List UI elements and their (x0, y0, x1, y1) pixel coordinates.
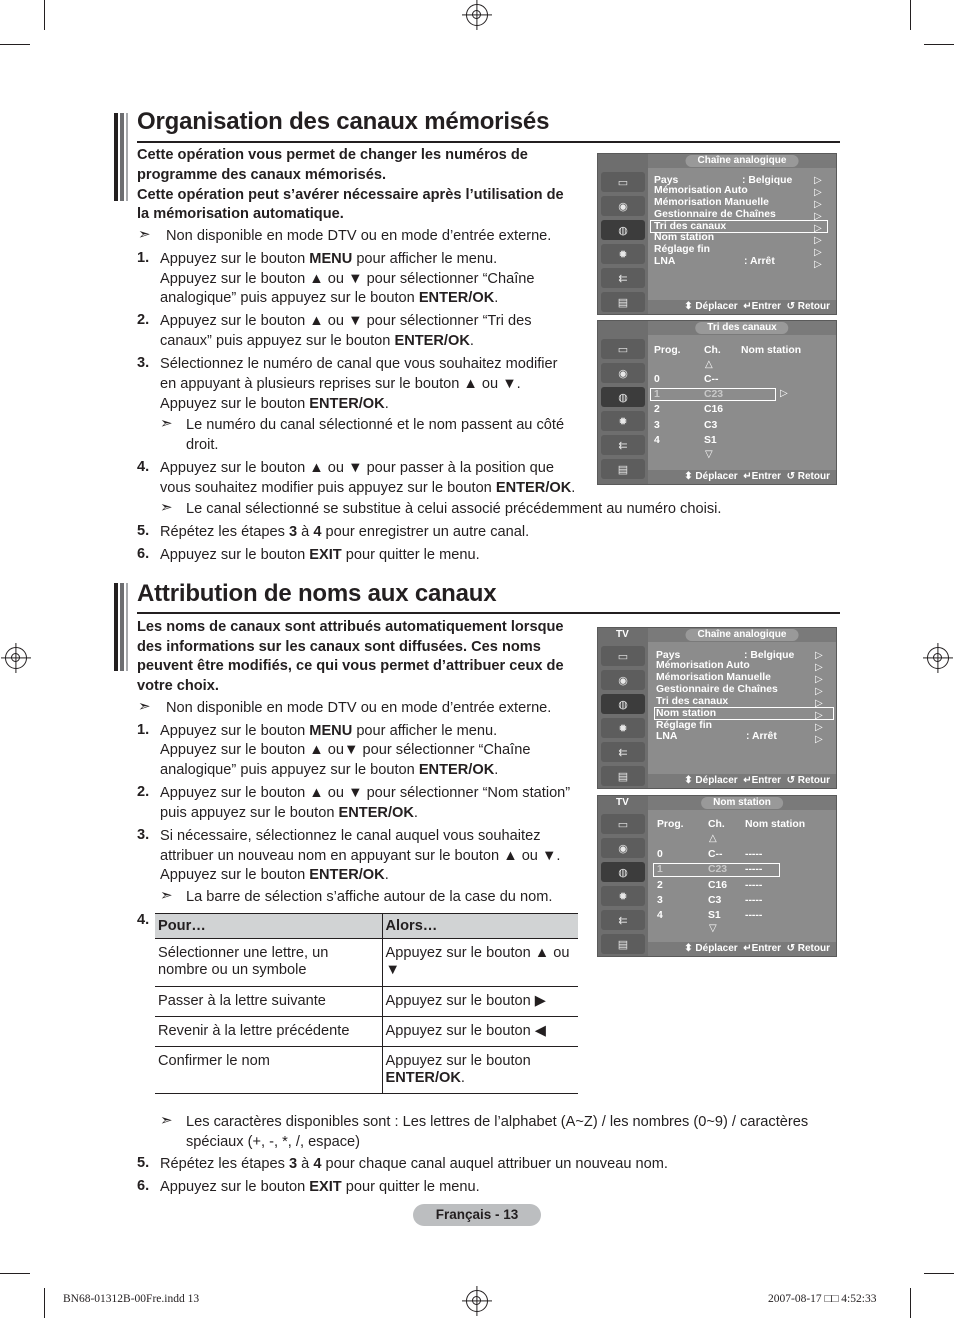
step-text: analogique” puis appuyez sur le bouton ENTER/OK. (160, 290, 499, 306)
arrow-up-icon: △ (709, 833, 717, 844)
input-icon: ⇇ (601, 435, 645, 455)
section-title: Attribution de noms aux canaux (137, 580, 497, 607)
tv-label: TV (616, 629, 629, 640)
note-arrow-icon: ➣ (160, 498, 173, 516)
osd-sidebar (598, 321, 648, 484)
osd-row-value: : Arrêt (746, 731, 777, 742)
osd-name-station (597, 795, 837, 957)
sound-icon: ◉ (601, 838, 645, 858)
page-number: Français - 13 (413, 1204, 541, 1226)
table-cell: Appuyez sur le bouton ▲ ou ▼ (382, 939, 578, 987)
step-number: 1. (137, 250, 150, 266)
table-cell: Revenir à la lettre précédente (155, 1017, 382, 1047)
channel-icon: ◍ (601, 387, 645, 407)
sound-icon: ◉ (601, 670, 645, 690)
osd-row: LNA (656, 731, 678, 742)
osd-cell: 2 (657, 880, 663, 891)
step-text: Appuyez sur le bouton ▲ ou ▼ pour sélectionner “Tri des (160, 313, 532, 329)
osd-header: Chaîne analogique (648, 154, 836, 168)
osd-footer: ⬍ Déplacer ↵Entrer ↺ Retour (648, 942, 836, 956)
osd-col-header: Prog. (657, 819, 684, 830)
step-number: 4. (137, 912, 150, 928)
table-header: Alors… (382, 914, 578, 939)
dtv-icon: ▤ (601, 459, 645, 479)
step-text: puis appuyez sur le bouton ENTER/OK. (160, 805, 418, 821)
osd-footer: ⬍ Déplacer ↵Entrer ↺ Retour (648, 774, 836, 788)
footer-file: BN68-01312B-00Fre.indd 13 (63, 1293, 200, 1305)
sound-icon: ◉ (601, 363, 645, 383)
note-text: spéciaux (+, -, *, /, espace) (186, 1134, 360, 1150)
table-cell: Appuyez sur le bouton ◀ (382, 1017, 578, 1047)
osd-row: Nom station (656, 708, 717, 719)
note-text: Non disponible en mode DTV ou en mode d’entrée externe. (166, 700, 552, 716)
osd-cell: C-- (704, 374, 719, 385)
intro-text: Les noms de canaux sont attribués automatiquement lorsque (137, 619, 564, 635)
osd-row: LNA (654, 256, 676, 267)
table-cell: Appuyez sur le bouton ENTER/OK. (382, 1047, 578, 1094)
table-row (155, 1047, 578, 1094)
osd-cell: C23 (704, 389, 724, 400)
osd-row: Gestionnaire de Chaînes (656, 684, 778, 695)
osd-row-value: : Belgique (742, 175, 793, 186)
osd-cell: C-- (708, 849, 723, 860)
step-text: Répétez les étapes 3 à 4 pour chaque canal auquel attribuer un nouveau nom. (160, 1156, 668, 1172)
osd-cell: ----- (745, 849, 763, 860)
section-title: Organisation des canaux mémorisés (137, 108, 550, 135)
osd-cell: C3 (708, 895, 722, 906)
step-text: Appuyez sur le bouton MENU pour afficher le menu. (160, 251, 498, 267)
action-table (155, 913, 578, 1094)
osd-row: Pays (654, 175, 679, 186)
registration-mark-icon (927, 647, 949, 669)
osd-header: Chaîne analogique (648, 628, 836, 642)
osd-cell: 4 (654, 435, 660, 446)
osd-row: Mémorisation Manuelle (654, 197, 769, 208)
osd-row: Mémorisation Manuelle (656, 672, 771, 683)
osd-cell: ----- (745, 880, 763, 891)
section-rule (137, 612, 840, 614)
step-text: Appuyez sur le bouton ENTER/OK. (160, 867, 389, 883)
osd-row: Réglage fin (656, 720, 713, 731)
osd-cell: ----- (745, 910, 763, 921)
arrow-up-icon: △ (705, 359, 713, 370)
table-row (155, 987, 578, 1017)
osd-col-header: Nom station (745, 819, 806, 830)
registration-mark-icon (466, 1290, 488, 1312)
step-number: 2. (137, 312, 150, 328)
crop-mark (910, 0, 911, 30)
intro-text: peuvent être modifiés, ce qui vous permet d’attribuer ceux de (137, 658, 564, 674)
setup-icon: ✹ (601, 886, 645, 906)
dtv-icon: ▤ (601, 934, 645, 954)
dtv-icon: ▤ (601, 292, 645, 312)
channel-icon: ◍ (601, 220, 645, 240)
osd-channel-menu (597, 627, 837, 789)
note-text: Le canal sélectionné se substitue à celui associé précédemment au numéro choisi. (186, 501, 722, 517)
osd-cell: 2 (654, 404, 660, 415)
dtv-icon: ▤ (601, 766, 645, 786)
step-text: Appuyez sur le bouton ▲ ou ▼ pour sélectionner “Nom station” (160, 785, 571, 801)
input-icon: ⇇ (601, 268, 645, 288)
osd-footer: ⬍ Déplacer ↵Entrer ↺ Retour (648, 300, 836, 314)
osd-col-header: Ch. (704, 345, 721, 356)
osd-footer: ⬍ Déplacer ↵Entrer ↺ Retour (648, 470, 836, 484)
registration-mark-icon (466, 4, 488, 26)
osd-sidebar (598, 796, 648, 956)
osd-header: Nom station (648, 796, 836, 810)
intro-text: la mémorisation automatique. (137, 206, 344, 222)
picture-icon: ▭ (601, 339, 645, 359)
input-icon: ⇇ (601, 910, 645, 930)
osd-row: Pays (656, 650, 681, 661)
sound-icon: ◉ (601, 196, 645, 216)
table-cell: Sélectionner une lettre, un nombre ou un symbole (155, 939, 382, 987)
osd-cell: 1 (657, 864, 663, 875)
setup-icon: ✹ (601, 411, 645, 431)
osd-row: Réglage fin (654, 244, 711, 255)
osd-cell: ----- (745, 895, 763, 906)
picture-icon: ▭ (601, 646, 645, 666)
setup-icon: ✹ (601, 244, 645, 264)
picture-icon: ▭ (601, 814, 645, 834)
footer-date: 2007-08-17 □□ 4:52:33 (768, 1293, 877, 1305)
note-text: La barre de sélection s’affiche autour de la case du nom. (186, 889, 553, 905)
note-text: Le numéro du canal sélectionné et le nom passent au côté (186, 417, 565, 433)
osd-cell: C16 (704, 404, 724, 415)
osd-row: Mémorisation Auto (656, 660, 750, 671)
osd-row: Tri des canaux (656, 696, 729, 707)
channel-icon: ◍ (601, 694, 645, 714)
arrow-down-icon: ▽ (709, 923, 717, 934)
osd-col-header: Prog. (654, 345, 681, 356)
setup-icon: ✹ (601, 718, 645, 738)
note-arrow-icon: ➣ (138, 697, 151, 715)
osd-col-header: Ch. (708, 819, 725, 830)
step-number: 2. (137, 784, 150, 800)
intro-text: programme des canaux mémorisés. (137, 167, 387, 183)
osd-row-value: : Arrêt (744, 256, 775, 267)
step-text: Appuyez sur le bouton EXIT pour quitter le menu. (160, 547, 480, 563)
channel-icon: ◍ (601, 862, 645, 882)
osd-cell: S1 (704, 435, 717, 446)
step-text: Sélectionnez le numéro de canal que vous souhaitez modifier (160, 356, 558, 372)
osd-cell: C3 (704, 420, 718, 431)
step-text: Si nécessaire, sélectionnez le canal auquel vous souhaitez (160, 828, 541, 844)
osd-cell: C16 (708, 880, 728, 891)
intro-text: Cette opération vous permet de changer les numéros de (137, 147, 528, 163)
osd-sidebar (598, 628, 648, 788)
step-text: Appuyez sur le bouton ▲ ou▼ pour sélectionner “Chaîne (160, 742, 531, 758)
step-number: 3. (137, 355, 150, 371)
table-header-row (155, 914, 578, 939)
crop-mark (44, 0, 45, 30)
osd-row: Mémorisation Auto (654, 185, 748, 196)
crop-mark (0, 1273, 30, 1274)
note-text: Non disponible en mode DTV ou en mode d’entrée externe. (166, 228, 552, 244)
crop-mark (0, 44, 30, 45)
osd-cell: 1 (654, 389, 660, 400)
step-text: en appuyant à plusieurs reprises sur le bouton ▲ ou ▼. (160, 376, 521, 392)
osd-cell: ----- (745, 864, 763, 875)
osd-cell: 0 (657, 849, 663, 860)
osd-row: Gestionnaire de Chaînes (654, 209, 776, 220)
osd-cell: S1 (708, 910, 721, 921)
osd-cell: 0 (654, 374, 660, 385)
registration-mark-icon (5, 647, 27, 669)
step-number: 6. (137, 546, 150, 562)
step-text: attribuer un nouveau nom en appuyant sur le bouton ▲ ou ▼. (160, 848, 561, 864)
crop-mark (924, 44, 954, 45)
step-text: Appuyez sur le bouton ▲ ou ▼ pour sélectionner “Chaîne (160, 271, 535, 287)
section-rule (137, 141, 840, 143)
step-number: 6. (137, 1178, 150, 1194)
osd-sort-channels (597, 320, 837, 485)
table-row (155, 939, 578, 987)
table-cell: Passer à la lettre suivante (155, 987, 382, 1017)
osd-row-value: : Belgique (744, 650, 795, 661)
osd-cell: 3 (657, 895, 663, 906)
arrow-right-icon: ▷ ▷ ▷ ▷ ▷ ▷ ▷ ▷ (814, 175, 822, 270)
osd-row: Tri des canaux (654, 221, 727, 232)
arrow-right-icon: ▷ (780, 388, 788, 399)
note-arrow-icon: ➣ (138, 225, 151, 243)
step-text: Appuyez sur le bouton ▲ ou ▼ pour passer à la position que (160, 460, 554, 476)
crop-mark (910, 1288, 911, 1318)
arrow-down-icon: ▽ (705, 449, 713, 460)
step-text: Appuyez sur le bouton MENU pour afficher le menu. (160, 723, 498, 739)
intro-text: Cette opération peut s’avérer nécessaire après l’utilisation de (137, 187, 564, 203)
osd-col-header: Nom station (741, 345, 802, 356)
crop-mark (924, 1273, 954, 1274)
step-text: vous souhaitez modifier puis appuyez sur le bouton ENTER/OK. (160, 480, 576, 496)
step-number: 5. (137, 523, 150, 539)
osd-header: Tri des canaux (648, 321, 836, 335)
crop-mark (44, 1288, 45, 1318)
osd-row: Nom station (654, 232, 715, 243)
arrow-right-icon: ▷ ▷ ▷ ▷ ▷ ▷ ▷ ▷ (815, 650, 823, 745)
note-arrow-icon: ➣ (160, 1111, 173, 1129)
intro-text: des informations sur les canaux sont diffusées. Ces noms (137, 639, 541, 655)
step-text: Appuyez sur le bouton EXIT pour quitter le menu. (160, 1179, 480, 1195)
section-bar (114, 113, 128, 201)
table-row (155, 1017, 578, 1047)
table-cell: Appuyez sur le bouton ▶ (382, 987, 578, 1017)
osd-channel-menu (597, 153, 837, 315)
input-icon: ⇇ (601, 742, 645, 762)
note-arrow-icon: ➣ (160, 414, 173, 432)
table-cell: Confirmer le nom (155, 1047, 382, 1094)
section-bar (114, 583, 128, 671)
intro-text: votre choix. (137, 678, 219, 694)
tv-label: TV (616, 797, 629, 808)
osd-sidebar (598, 154, 648, 314)
step-number: 4. (137, 459, 150, 475)
picture-icon: ▭ (601, 172, 645, 192)
step-text: Appuyez sur le bouton ENTER/OK. (160, 396, 389, 412)
step-number: 1. (137, 722, 150, 738)
step-text: Répétez les étapes 3 à 4 pour enregistrer un autre canal. (160, 524, 530, 540)
step-number: 5. (137, 1155, 150, 1171)
table-header: Pour… (155, 914, 382, 939)
step-text: analogique” puis appuyez sur le bouton ENTER/OK. (160, 762, 499, 778)
osd-cell: 4 (657, 910, 663, 921)
note-text: Les caractères disponibles sont : Les lettres de l’alphabet (A~Z) / les nombres (0~9) / caractères (186, 1114, 809, 1130)
note-text: droit. (186, 437, 219, 453)
osd-cell: 3 (654, 420, 660, 431)
step-number: 3. (137, 827, 150, 843)
note-arrow-icon: ➣ (160, 886, 173, 904)
osd-cell: C23 (708, 864, 728, 875)
step-text: canaux” puis appuyez sur le bouton ENTER/OK. (160, 333, 474, 349)
